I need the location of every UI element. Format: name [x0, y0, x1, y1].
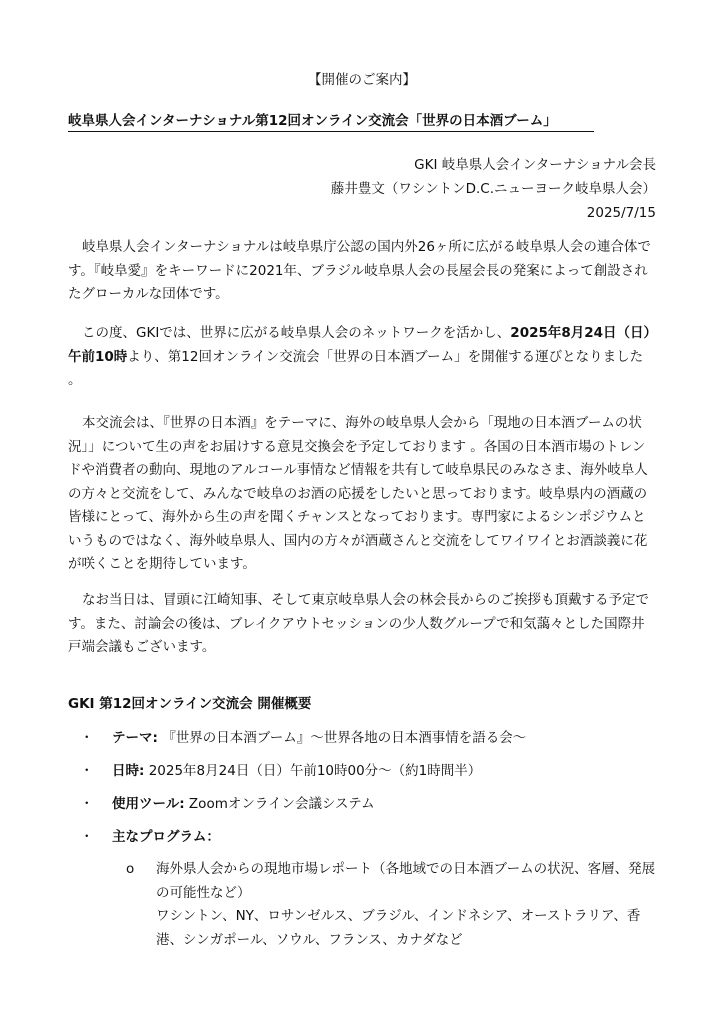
overview-item-theme [80, 726, 660, 759]
organizer-block [331, 153, 656, 201]
intro-paragraph: 岐阜県人会インターナショナルは岐阜県庁公認の国内外26ヶ所に広がる岐阜県人会の連合体です。『岐阜愛』をキーワードに2021年、ブラジル岐阜県人会の長屋会長の発案によって創設されたグローカルな団体です。 [68, 239, 651, 302]
organizer-title: GKI 岐阜県人会インターナショナル会長 [414, 157, 656, 173]
description-paragraph: 本交流会は、『世界の日本酒』をテーマに、海外の岐阜県人会から「現地の日本酒ブームの状況」」について生の声をお届けする意見交換会を予定しております 。各国の日本酒市場のトレンドや消費者の動向、現地のアルコール事情など情報を共有して岐阜県民のみなさま、海外岐阜人の方々と交流をして、みんなで岐阜のお酒の応援をしたいと思っております。岐阜県内の酒蔵の皆様にとって、海外から生の声を聞くチャンスとなっております。専門家によるシンポジウムというものではなく、海外岐阜県人、国内の方々が酒蔵さんと交流をしてワイワイとお酒談義に花が咲くことを期待しています。 [68, 415, 648, 572]
overview-item-program [80, 825, 660, 858]
bullet-icon: ・ [80, 796, 94, 812]
program-regions-list: ワシントン、NY、ロサンゼルス、ブラジル、インドネシア、オーストラリア、香港、シンガポール、ソウル、フランス、カナダなど [156, 908, 641, 948]
overview-value: Zoomオンライン会議システム [184, 796, 375, 812]
bullet-icon: ・ [80, 763, 94, 779]
overview-label: 日時: [112, 763, 145, 779]
circle-bullet-icon: o [126, 861, 135, 877]
overview-heading: GKI 第12回オンライン交流会 開催概要 [68, 696, 312, 712]
program-sub-item [126, 858, 666, 952]
notice-heading: 【開催のご案内】 [308, 72, 416, 88]
organizer-name: 藤井豊文（ワシントンD.C.ニューヨーク岐阜県人会） [330, 181, 656, 197]
bullet-icon: ・ [80, 829, 94, 845]
overview-item-tool [80, 792, 660, 825]
overview-label: 使用ツール: [112, 796, 185, 812]
announcement-text-b: より、第12回オンライン交流会「世界の日本酒ブーム」を開催する運びとなりました 。 [68, 348, 644, 388]
event-datetime-bold: 2025年8月24日（日）午前10時 [68, 325, 658, 365]
announcement-paragraph [68, 322, 658, 393]
overview-value: 2025年8月24日（日）午前10時00分〜（約1時間半） [144, 763, 482, 779]
document-title: 岐阜県人会インターナショナル第12回オンライン交流会「世界の日本酒ブーム」 [68, 109, 594, 132]
overview-value: 『世界の日本酒ブーム』〜世界各地の日本酒事情を語る会〜 [157, 730, 527, 746]
program-report-description: 海外県人会からの現地市場レポート（各地域での日本酒ブームの状況、客層、発展の可能性など） [156, 861, 656, 901]
overview-label: 主なプログラム： [112, 829, 220, 845]
announcement-text-a: この度、GKIでは、世界に広がる岐阜県人会のネットワークを活かし、 [82, 325, 511, 341]
overview-list [80, 726, 660, 858]
document-date: 2025/7/15 [586, 205, 656, 221]
bullet-icon: ・ [80, 730, 94, 746]
schedule-note-paragraph: なお当日は、冒頭に江崎知事、そして東京岐阜県人会の林会長からのご挨拶も頂戴する予定です。また、討論会の後は、ブレイクアウトセッションの少人数グループで和気藹々とした国際井戸端会議もございます。 [68, 592, 649, 655]
overview-label: テーマ: [112, 730, 158, 746]
overview-item-datetime [80, 759, 660, 792]
